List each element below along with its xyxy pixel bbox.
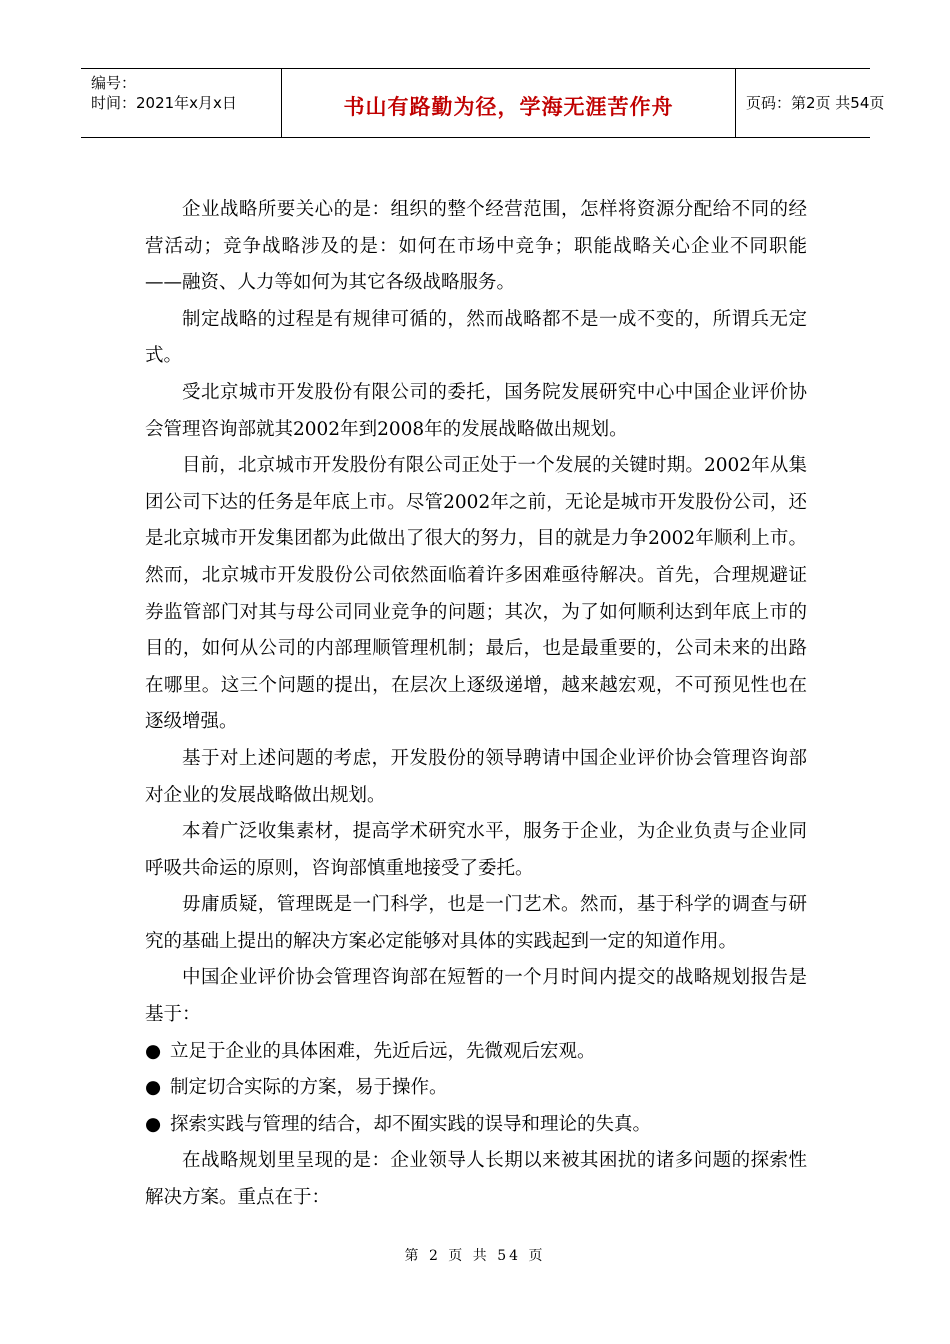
paragraph: 毋庸质疑，管理既是一门科学，也是一门艺术。然而，基于科学的调查与研究的基础上提出的解决方案必定能够对具体的实践起到一定的知道作用。 [145,894,807,952]
paragraph: 在战略规划里呈现的是：企业领导人长期以来被其困扰的诸多问题的探索性解决方案。重点在于： [145,1150,807,1209]
bullet-dot-icon: ● [145,1040,162,1062]
document-time-label: 时间：2021年x月x日 [91,94,237,112]
document-number-label: 编号： [91,74,137,92]
bullet-item [145,1034,807,1071]
paragraph: 中国企业评价协会管理咨询部在短暂的一个月时间内提交的战略规划报告是基于： [145,967,807,1026]
header-left-cell [81,69,281,137]
bullet-dot-icon: ● [145,1077,162,1099]
bullet-list [145,1034,807,1144]
page-footer: 第 2 页 共 54 页 [404,1248,546,1264]
header-motto-cell [281,69,736,137]
bullet-item [145,1070,807,1107]
bullet-item [145,1107,807,1144]
header-motto: 书山有路勤为径，学海无涯苦作舟 [343,95,674,119]
page-header [81,68,885,138]
bullet-text: 探索实践与管理的结合，却不囿实践的误导和理论的失真。 [170,1113,652,1135]
paragraph: 本着广泛收集素材，提高学术研究水平，服务于企业，为企业负责与企业同呼吸共命运的原则，咨询部慎重地接受了委托。 [145,821,807,879]
paragraph: 受北京城市开发股份有限公司的委托，国务院发展研究中心中国企业评价协会管理咨询部就其2002年到2008年的发展战略做出规划。 [145,381,807,440]
body-text [145,192,807,1217]
bullet-text: 立足于企业的具体困难，先近后远，先微观后宏观。 [170,1040,596,1062]
bullet-dot-icon: ● [145,1113,162,1135]
paragraph: 基于对上述问题的考虑，开发股份的领导聘请中国企业评价协会管理咨询部对企业的发展战略做出规划。 [145,747,807,806]
paragraph: 制定战略的过程是有规律可循的，然而战略都不是一成不变的，所谓兵无定式。 [145,308,807,367]
paragraph: 企业战略所要关心的是：组织的整个经营范围，怎样将资源分配给不同的经营活动；竞争战略涉及的是：如何在市场中竞争；职能战略关心企业不同职能——融资、人力等如何为其它各级战略服务。 [145,199,807,294]
paragraph: 目前，北京城市开发股份有限公司正处于一个发展的关键时期。2002年从集团公司下达的任务是年底上市。尽管2002年之前，无论是城市开发股份公司，还是北京城市开发集团都为此做出了很大的努力，目的就是力争2002年顺利上市。然而，北京城市开发股份公司依然面临着许多困难亟待解决。首先，合理规避证券监管部门对其与母公司同业竞争的问题；其次，为了如何顺利达到年底上市的目的，如何从公司的内部理顺管理机制；最后，也是最重要的，公司未来的出路在哪里。这三个问题的提出，在层次上逐级递增，越来越宏观，不可预见性也在逐级增强。 [145,455,807,733]
bullet-text: 制定切合实际的方案，易于操作。 [170,1077,448,1099]
header-page-label: 页码：第2页 共54页 [746,94,885,112]
